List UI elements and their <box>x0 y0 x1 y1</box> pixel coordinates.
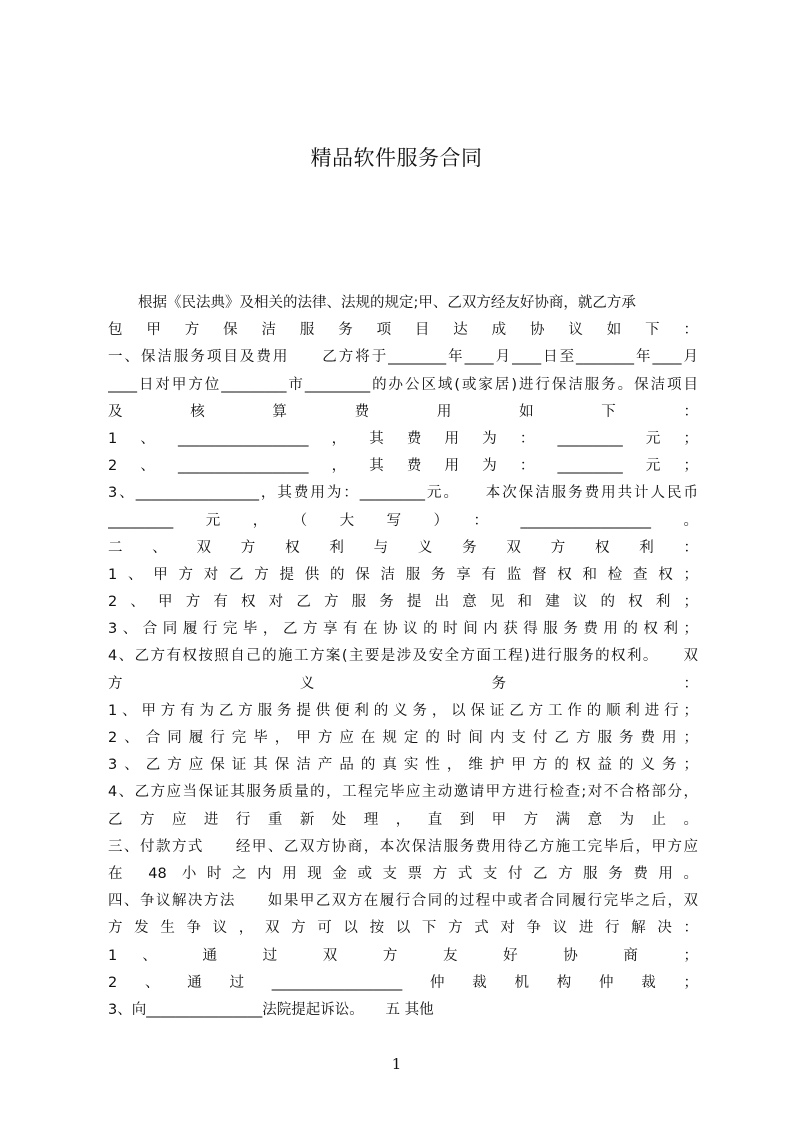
paragraph-line: 在 48 小时之内用现金或支票方式支付乙方服务费用。 <box>108 865 698 882</box>
section-heading-services: 一、保洁服务项目及费用 乙方将于________年____月____日至________年____月 <box>108 349 698 366</box>
paragraph-line: 乙 方 应 进 行 重 新 处 理 ， 直 到 甲 方 满 意 为 止 。 <box>108 811 698 828</box>
list-item: 2、__________________，其费用为：_________元； <box>108 458 698 475</box>
list-item: 4、乙方有权按照自己的施工方案(主要是涉及安全方面工程)进行服务的权利。 双 <box>108 648 698 665</box>
list-item: 4、乙方应当保证其服务质量的，工程完毕应主动邀请甲方进行检查;对不合格部分， <box>108 784 698 801</box>
list-item: 3、_________________，其费用为：_________元。 本次保洁服务费用共计人民币 <box>108 485 698 502</box>
paragraph-line: 包 甲 方 保 洁 服 务 项 目 达 成 协 议 如 下 ： <box>108 322 698 339</box>
list-item: 1、甲方对乙方提供的保洁服务享有监督权和检查权； <box>108 566 698 583</box>
section-heading-rights: 二 、 双 方 权 利 与 义 务 双 方 权 利 ： <box>108 539 698 556</box>
list-item: 3、乙方应保证其保洁产品的真实性，维护甲方的权益的义务； <box>108 757 698 774</box>
list-item: 1、__________________，其费用为：_________元； <box>108 430 698 447</box>
document-title: 精品软件服务合同 <box>310 146 483 170</box>
list-item: 2、甲方有权对乙方服务提出意见和建议的权利； <box>108 594 698 611</box>
paragraph-line: 根据《民法典》及相关的法律、法规的规定;甲、乙双方经友好协商，就乙方承 <box>138 295 636 311</box>
section-heading-disputes: 四、争议解决方法 如果甲乙双方在履行合同的过程中或者合同履行完毕之后，双 <box>108 893 698 910</box>
paragraph-line: _________元，（大写）：__________________。 <box>108 512 698 529</box>
list-item: 3、向________________法院提起诉讼。 五 其他 <box>108 1001 434 1018</box>
list-item: 2、通过__________________仲裁机构仲裁； <box>108 974 698 991</box>
list-item: 1 、 通 过 双 方 友 好 协 商 ； <box>108 947 698 964</box>
list-item: 1、甲方有为乙方服务提供便利的义务，以保证乙方工作的顺利进行； <box>108 702 698 719</box>
paragraph-line: 方发生争议，双方可以按以下方式对争议进行解决： <box>108 920 698 937</box>
paragraph-line: ____日对甲方位_________市_________的办公区域(或家居)进行保洁服务。保洁项目 <box>108 376 698 393</box>
page-number: 1 <box>391 1055 402 1073</box>
document-body <box>108 290 698 1024</box>
paragraph-line: 及 核 算 费 用 如 下 ： <box>108 403 698 420</box>
list-item: 3、合同履行完毕，乙方享有在协议的时间内获得服务费用的权利； <box>108 621 698 638</box>
paragraph-line: 方 义 务 ： <box>108 675 698 692</box>
list-item: 2、合同履行完毕，甲方应在规定的时间内支付乙方服务费用； <box>108 730 698 746</box>
section-heading-payment: 三、付款方式 经甲、乙双方协商，本次保洁服务费用待乙方施工完毕后，甲方应 <box>108 838 698 855</box>
